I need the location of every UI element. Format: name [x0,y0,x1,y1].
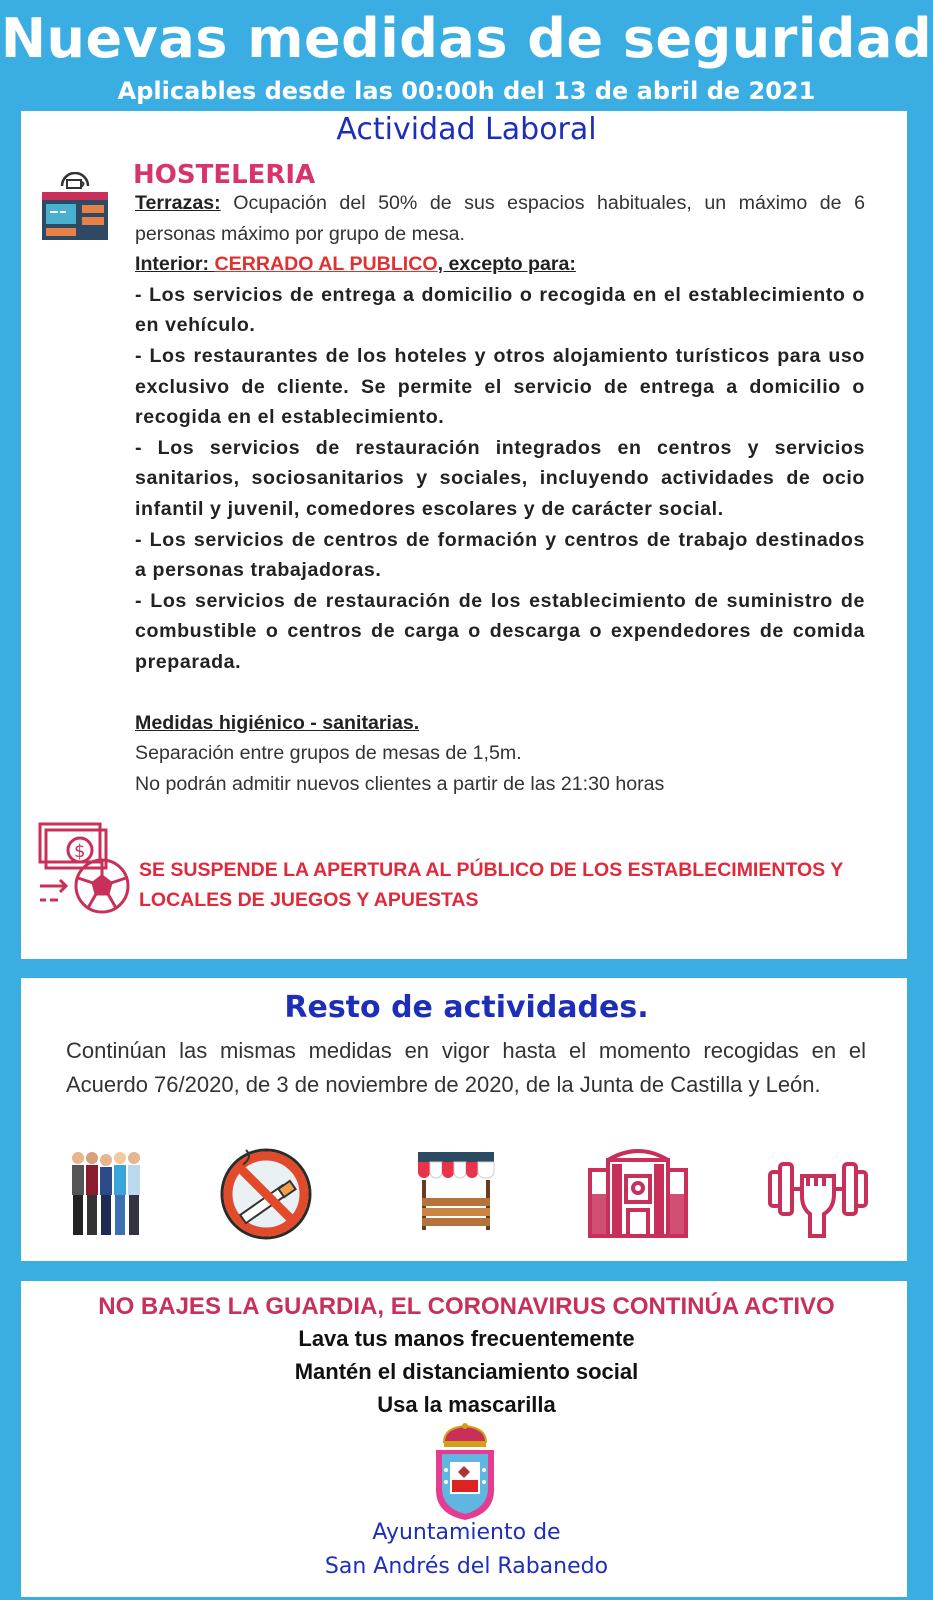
interior-label: Interior: [135,253,215,276]
org-name-line2: San Andrés del Rabanedo [324,1554,609,1579]
building-icon [588,1140,688,1240]
resto-heading: Resto de actividades. [284,990,649,1025]
list-item: - Los servicios de centros de formación y centros de trabajo destinados a personas trabajadoras. [135,528,865,582]
hosteleria-body [135,188,865,799]
coat-of-arms-icon [430,1422,500,1522]
interior-paragraph [135,249,865,280]
list-item: - Los restaurantes de los hoteles y otros alojamiento turísticos para uso exclusivo de cliente. Se permite el servicio de entrega a domicilio o recogida en el establecimiento. [135,344,865,429]
gambling-money-ball-icon [36,820,132,916]
page-subtitle: Aplicables desde las 00:00h del 13 de abril de 2021 [117,77,816,105]
no-smoking-icon [218,1146,314,1242]
people-icon [68,1148,148,1238]
interior-except: , excepto para: [437,253,576,276]
terrazas-text: Ocupación del 50% de sus espacios habituales, un máximo de 6 personas máximo por grupo de mesa. [135,192,865,245]
page-title: Nuevas medidas de seguridad [0,7,933,70]
terrazas-paragraph [135,188,865,249]
market-stall-icon [416,1150,496,1232]
suspend-notice: SE SUSPENDE LA APERTURA AL PÚBLICO DE LOS ESTABLECIMIENTOS Y LOCALES DE JUEGOS Y APUESTAS [139,859,843,911]
terrazas-label: Terrazas: [135,192,221,214]
svg-text:$: $ [74,841,86,862]
list-item: - Los servicios de restauración de los establecimiento de suministro de combustible o centros de carga o descarga o expendedores de comida preparada. [135,589,865,673]
tip-mask: Usa la mascarilla [377,1392,556,1417]
resto-text: Continúan las mismas medidas en vigor hasta el momento recogidas en el Acuerdo 76/2020, de 3 de noviembre de 2020, de la Junta de Castilla y León. [66,1038,866,1097]
interior-closed: CERRADO AL PUBLICO [214,253,438,276]
gym-icon [768,1148,868,1238]
restaurant-counter-icon [40,172,110,242]
medidas-line: Separación entre grupos de mesas de 1,5m. [135,742,522,765]
medidas-title: Medidas higiénico - sanitarias. [135,711,420,734]
hosteleria-title: HOSTELERIA [133,160,316,190]
list-item: - Los servicios de entrega a domicilio o recogida en el establecimiento o en vehículo. [135,283,865,337]
warning-text: NO BAJES LA GUARDIA, EL CORONAVIRUS CONTINÚA ACTIVO [98,1293,835,1320]
list-item: - Los servicios de restauración integrados en centros y servicios sanitarios, sociosanitarios y sociales, incluyendo actividades de ocio infantil y juvenil, comedores escolares y de carácter social. [135,436,865,520]
tip-distance: Mantén el distanciamiento social [294,1359,639,1384]
org-name-line1: Ayuntamiento de [372,1520,561,1545]
tip-wash-hands: Lava tus manos frecuentemente [298,1326,635,1351]
laboral-heading: Actividad Laboral [336,112,597,147]
medidas-line: No podrán admitir nuevos clientes a partir de las 21:30 horas [135,772,665,795]
